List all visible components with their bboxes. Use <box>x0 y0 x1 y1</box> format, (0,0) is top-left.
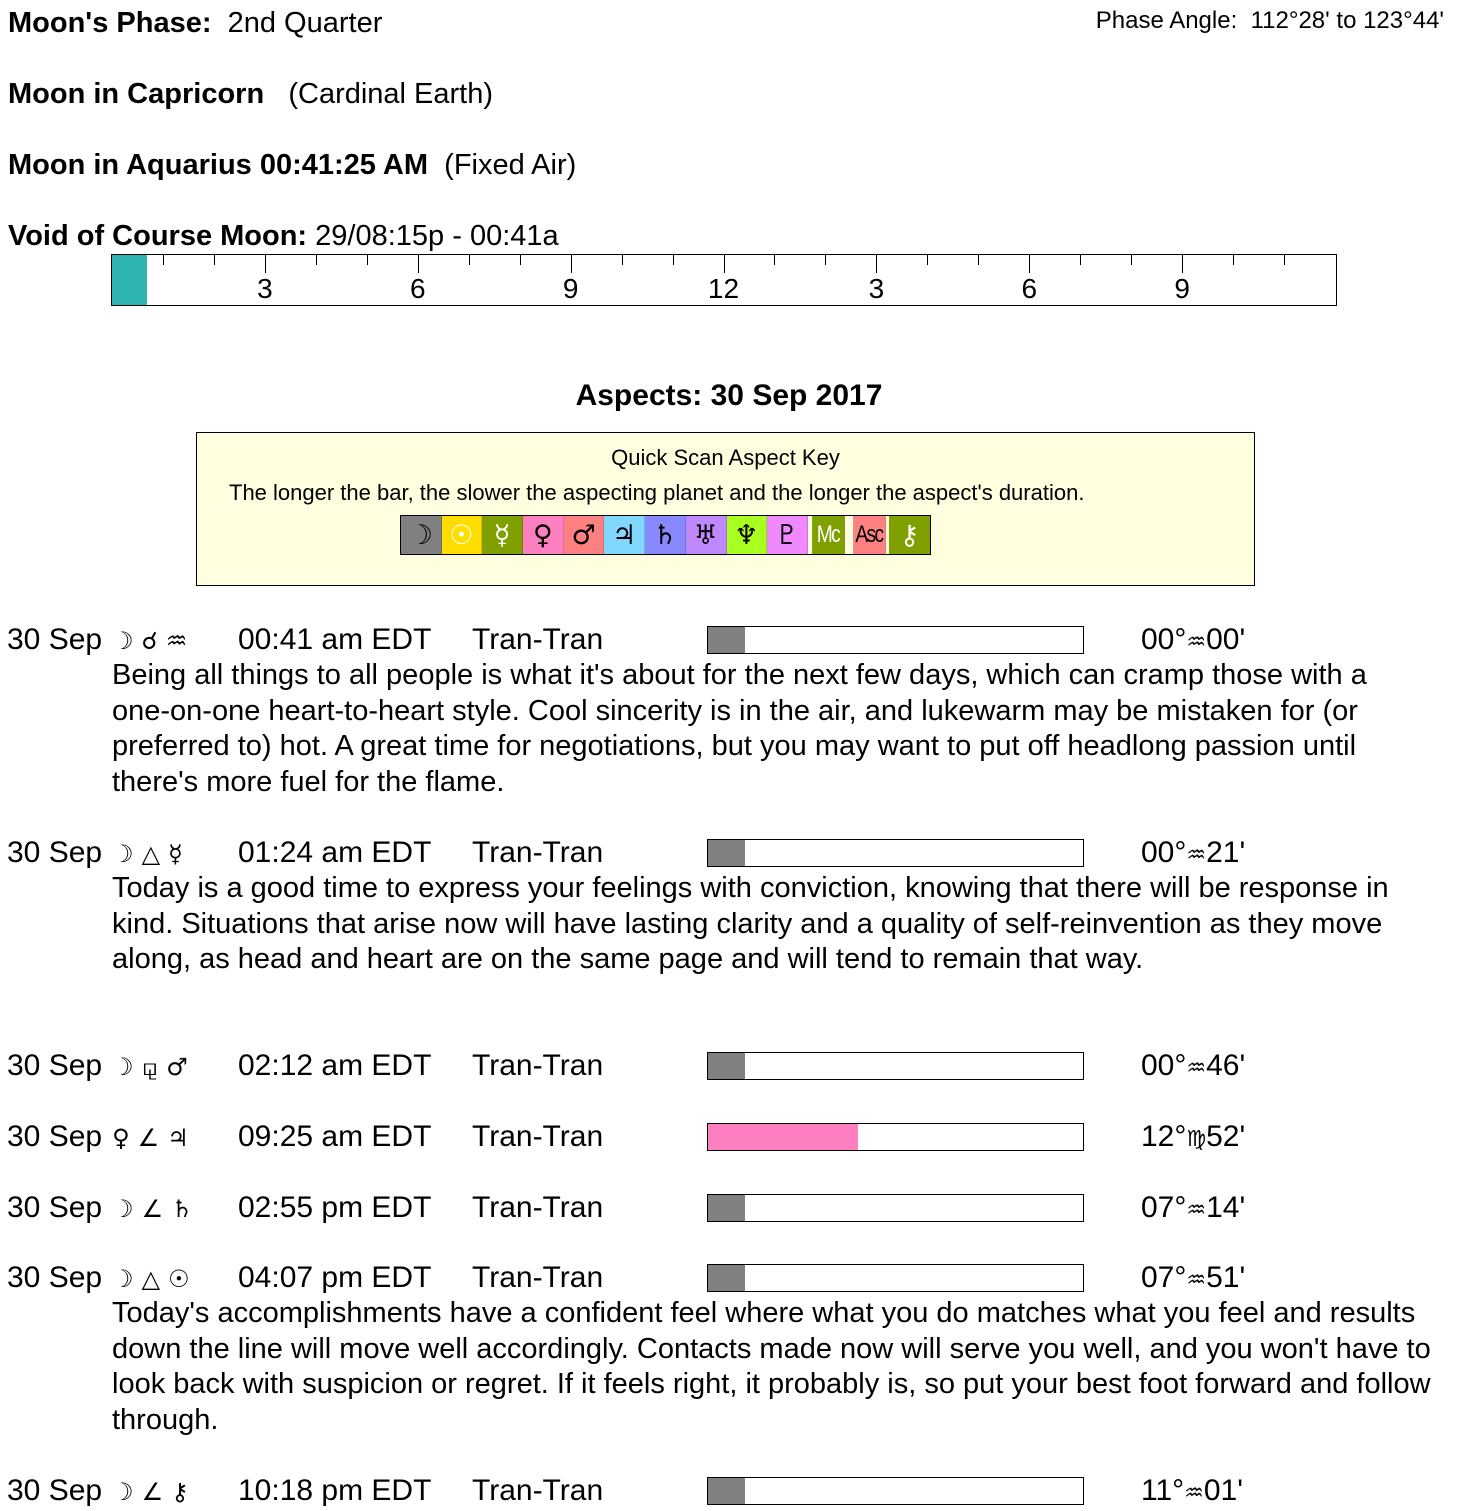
aspect-type: Tran-Tran <box>472 1191 604 1224</box>
aspect-type: Tran-Tran <box>472 1049 604 1082</box>
moon-icon: ☽ <box>112 1265 134 1293</box>
aspect-row <box>7 1474 1243 1509</box>
aspect-type: Tran-Tran <box>472 623 604 656</box>
timeline-minor-tick <box>520 255 521 265</box>
mars-icon: ♂ <box>166 1053 188 1081</box>
aspect-duration-bar-fill <box>708 1265 745 1291</box>
aspect-type: Tran-Tran <box>472 1474 604 1507</box>
moon-phase-label: Moon's Phase: <box>8 7 212 39</box>
aspect-duration-bar <box>707 1264 1084 1292</box>
timeline-minor-tick <box>1284 255 1285 265</box>
timeline-major-tick <box>571 255 572 273</box>
aspects-title: Aspects: 30 Sep 2017 <box>575 379 883 412</box>
zodiac-sign-icon: ♒ <box>1186 1198 1207 1223</box>
timeline-tick-label: 9 <box>562 273 579 304</box>
trine-icon: △ <box>141 1265 161 1293</box>
semisquare-icon: ∠ <box>137 1124 160 1152</box>
timeline-minor-tick <box>1080 255 1081 265</box>
phase-angle <box>1096 6 1444 36</box>
aspect-date: 30 Sep <box>7 1261 103 1294</box>
timeline-minor-tick <box>673 255 674 265</box>
jupiter-key-icon: ♃ <box>604 516 645 554</box>
jupiter-icon: ♃ <box>167 1124 189 1152</box>
aspect-glyphs <box>112 1475 197 1509</box>
aspect-glyphs <box>112 1121 197 1155</box>
timeline-tick-label: 9 <box>1174 273 1190 304</box>
mars-key-icon: ♂ <box>564 516 605 554</box>
timeline-tick-label: 3 <box>868 273 885 304</box>
aspect-position-minute: 46' <box>1206 1049 1246 1082</box>
zodiac-sign-icon: ♒ <box>1186 1268 1207 1293</box>
moon-sign-line <box>8 77 493 111</box>
aspect-description: Being all things to all people is what it's about for the next few days, which can cramp those with a one-on-one heart-to-heart style. Cool sincerity is in the air, and lukewarm may be mistaken for (or preferred to) hot. A great time for negotiations, but you may want to put off headlong passion until there's more fuel for the flame. <box>112 659 1367 798</box>
pluto-key-icon: ♇ <box>767 516 808 554</box>
aspect-glyphs <box>112 1050 196 1084</box>
aspect-position <box>1141 1049 1245 1086</box>
aspect-position-degree: 00° <box>1141 623 1187 656</box>
aspect-position <box>1141 623 1245 660</box>
timeline-minor-tick <box>1131 255 1132 265</box>
conjunction-icon: ☌ <box>141 627 158 655</box>
aspect-position-minute: 01' <box>1203 1474 1243 1507</box>
aspect-time: 09:25 am EDT <box>238 1120 432 1153</box>
aspect-time: 00:41 am EDT <box>238 623 432 656</box>
aspect-position <box>1141 1474 1243 1511</box>
aspect-position <box>1141 1191 1245 1228</box>
venus-key-icon: ♀ <box>523 516 564 554</box>
moon-icon: ☽ <box>112 1053 134 1081</box>
aspect-date: 30 Sep <box>7 1191 103 1224</box>
aquarius-icon: ♒ <box>165 627 188 655</box>
mercury-key-icon: ☿ <box>482 516 523 554</box>
aspect-position-minute: 00' <box>1206 623 1246 656</box>
aspect-key-description: The longer the bar, the slower the aspecting planet and the longer the aspect's duration. <box>229 480 1085 505</box>
mercury-icon: ☿ <box>168 840 183 868</box>
aspect-glyphs <box>112 624 195 658</box>
aspect-date: 30 Sep <box>7 1474 103 1507</box>
aspect-row <box>7 836 1246 871</box>
phase-angle-value: 112°28' to 123°44' <box>1250 7 1444 34</box>
moon-icon: ☽ <box>112 1478 134 1506</box>
moon-icon: ☽ <box>112 1195 134 1223</box>
aspect-duration-bar <box>707 626 1084 654</box>
aspect-duration-bar <box>707 1477 1084 1505</box>
aspect-time: 02:12 am EDT <box>238 1049 432 1082</box>
aspect-glyphs <box>112 1262 198 1296</box>
chiron-key-icon: ⚷ <box>889 516 930 554</box>
moon-ingress-line <box>8 148 576 182</box>
aspect-description: Today's accomplishments have a confident feel where what you do matches what you feel and results down the line will move well accordingly. Contacts made now will serve you well, and you won't have to look back with suspicion or regret. If it feels right, it probably is, so put your best foot forward and follow through. <box>112 1297 1431 1436</box>
aspect-row <box>7 1261 1246 1296</box>
aspect-key-title: Quick Scan Aspect Key <box>611 445 840 470</box>
timeline-minor-tick <box>774 255 775 265</box>
moon-phase-line <box>8 6 382 40</box>
sun-icon: ☉ <box>168 1265 190 1293</box>
semisquare-icon: ∠ <box>141 1195 164 1223</box>
midheaven-key-icon: Mc <box>812 516 845 554</box>
aspect-position-degree: 07° <box>1141 1191 1187 1224</box>
saturn-key-icon: ♄ <box>645 516 686 554</box>
timeline-tick-label: 6 <box>1021 273 1038 304</box>
aspect-position <box>1141 1261 1245 1298</box>
aspect-position-degree: 12° <box>1141 1120 1187 1153</box>
aspect-duration-bar <box>707 1194 1084 1222</box>
timeline-tick-label: 12 <box>707 273 740 304</box>
planet-color-key <box>400 515 931 555</box>
aspect-position-degree: 00° <box>1141 836 1187 869</box>
timeline-minor-tick <box>316 255 317 265</box>
aspect-position-degree: 07° <box>1141 1261 1187 1294</box>
moon-key-icon: ☽ <box>401 516 442 554</box>
timeline-major-tick <box>876 255 877 273</box>
aspect-date: 30 Sep <box>7 836 103 869</box>
timeline-minor-tick <box>927 255 928 265</box>
timeline-minor-tick <box>1233 255 1234 265</box>
aspect-duration-bar-fill <box>708 1053 745 1079</box>
aspect-position-degree: 00° <box>1141 1049 1187 1082</box>
aspect-position-degree: 11° <box>1141 1474 1185 1507</box>
aspect-position-minute: 14' <box>1206 1191 1246 1224</box>
aspect-position-minute: 51' <box>1206 1261 1246 1294</box>
aspect-type: Tran-Tran <box>472 1120 604 1153</box>
trine-icon: △ <box>141 840 161 868</box>
aspect-position-minute: 21' <box>1206 836 1246 869</box>
voc-value: 29/08:15p - 00:41a <box>315 220 559 252</box>
aspect-time: 01:24 am EDT <box>238 836 432 869</box>
zodiac-sign-icon: ♒ <box>1186 630 1207 655</box>
voc-timeline-fill <box>112 255 147 305</box>
aspect-description: Today is a good time to express your feelings with conviction, knowing that there will be response in kind. Situations that arise now will have lasting clarity and a quality of self-reinvention as they move along, as head and heart are on the same page and will tend to remain that way. <box>112 872 1389 975</box>
aspect-type: Tran-Tran <box>472 836 604 869</box>
moon-sign-quality: (Cardinal Earth) <box>288 78 494 110</box>
venus-icon: ♀ <box>112 1124 130 1152</box>
aspect-duration-bar <box>707 1123 1084 1151</box>
aspect-date: 30 Sep <box>7 1049 103 1082</box>
zodiac-sign-icon: ♍ <box>1186 1127 1207 1152</box>
aspect-time: 04:07 pm EDT <box>238 1261 432 1294</box>
aspect-date: 30 Sep <box>7 623 103 656</box>
timeline-tick-label: 6 <box>409 273 426 304</box>
aspect-row <box>7 1049 1246 1084</box>
sun-key-icon: ☉ <box>442 516 483 554</box>
aspect-glyphs <box>112 837 191 871</box>
moon-sign-label: Moon in Capricorn <box>8 78 265 110</box>
aspect-duration-bar-fill <box>708 1195 745 1221</box>
sesquiquadrate-icon: ⚼ <box>141 1053 159 1081</box>
timeline-minor-tick <box>367 255 368 265</box>
aspect-duration-bar-fill <box>708 1478 745 1504</box>
timeline-minor-tick <box>163 255 164 265</box>
aspect-row <box>7 1120 1246 1155</box>
zodiac-sign-icon: ♒ <box>1186 843 1207 868</box>
timeline-major-tick <box>1182 255 1183 273</box>
ascendant-key-icon: Asc <box>853 516 886 554</box>
timeline-minor-tick <box>978 255 979 265</box>
timeline-major-tick <box>1029 255 1030 273</box>
aspect-time: 02:55 pm EDT <box>238 1191 432 1224</box>
voc-line <box>8 219 559 253</box>
aspect-row <box>7 623 1246 658</box>
aspect-glyphs <box>112 1192 201 1226</box>
moon-ingress-quality: (Fixed Air) <box>444 149 577 181</box>
aspect-key-box <box>196 432 1255 586</box>
timeline-minor-tick <box>825 255 826 265</box>
voc-label: Void of Course Moon: <box>8 220 308 252</box>
voc-timeline <box>111 254 1337 306</box>
timeline-tick-label: 3 <box>257 273 273 304</box>
aspect-duration-bar <box>707 839 1084 867</box>
aspect-row <box>7 1191 1246 1226</box>
moon-phase-value: 2nd Quarter <box>227 7 383 39</box>
aspect-position-minute: 52' <box>1206 1120 1246 1153</box>
timeline-minor-tick <box>622 255 623 265</box>
zodiac-sign-icon: ♒ <box>1184 1481 1204 1506</box>
moon-ingress-label: Moon in Aquarius 00:41:25 AM <box>8 149 429 181</box>
aspect-position <box>1141 836 1245 873</box>
timeline-minor-tick <box>469 255 470 265</box>
zodiac-sign-icon: ♒ <box>1186 1056 1207 1081</box>
timeline-minor-tick <box>214 255 215 265</box>
aspect-duration-bar-fill <box>708 840 745 866</box>
aspect-time: 10:18 pm EDT <box>238 1474 432 1507</box>
moon-icon: ☽ <box>112 627 134 655</box>
saturn-icon: ♄ <box>171 1195 193 1223</box>
timeline-major-tick <box>724 255 725 273</box>
aspect-date: 30 Sep <box>7 1120 103 1153</box>
aspect-position <box>1141 1120 1245 1157</box>
neptune-key-icon: ♆ <box>727 516 768 554</box>
semisquare-icon: ∠ <box>141 1478 164 1506</box>
timeline-major-tick <box>418 255 419 273</box>
chiron-icon: ⚷ <box>171 1478 189 1506</box>
timeline-major-tick <box>265 255 266 273</box>
aspect-type: Tran-Tran <box>472 1261 604 1294</box>
aspect-duration-bar-fill <box>708 1124 858 1150</box>
moon-icon: ☽ <box>112 840 134 868</box>
aspect-duration-bar-fill <box>708 627 745 653</box>
uranus-key-icon: ♅ <box>686 516 727 554</box>
phase-angle-label: Phase Angle: <box>1095 7 1238 34</box>
aspect-duration-bar <box>707 1052 1084 1080</box>
